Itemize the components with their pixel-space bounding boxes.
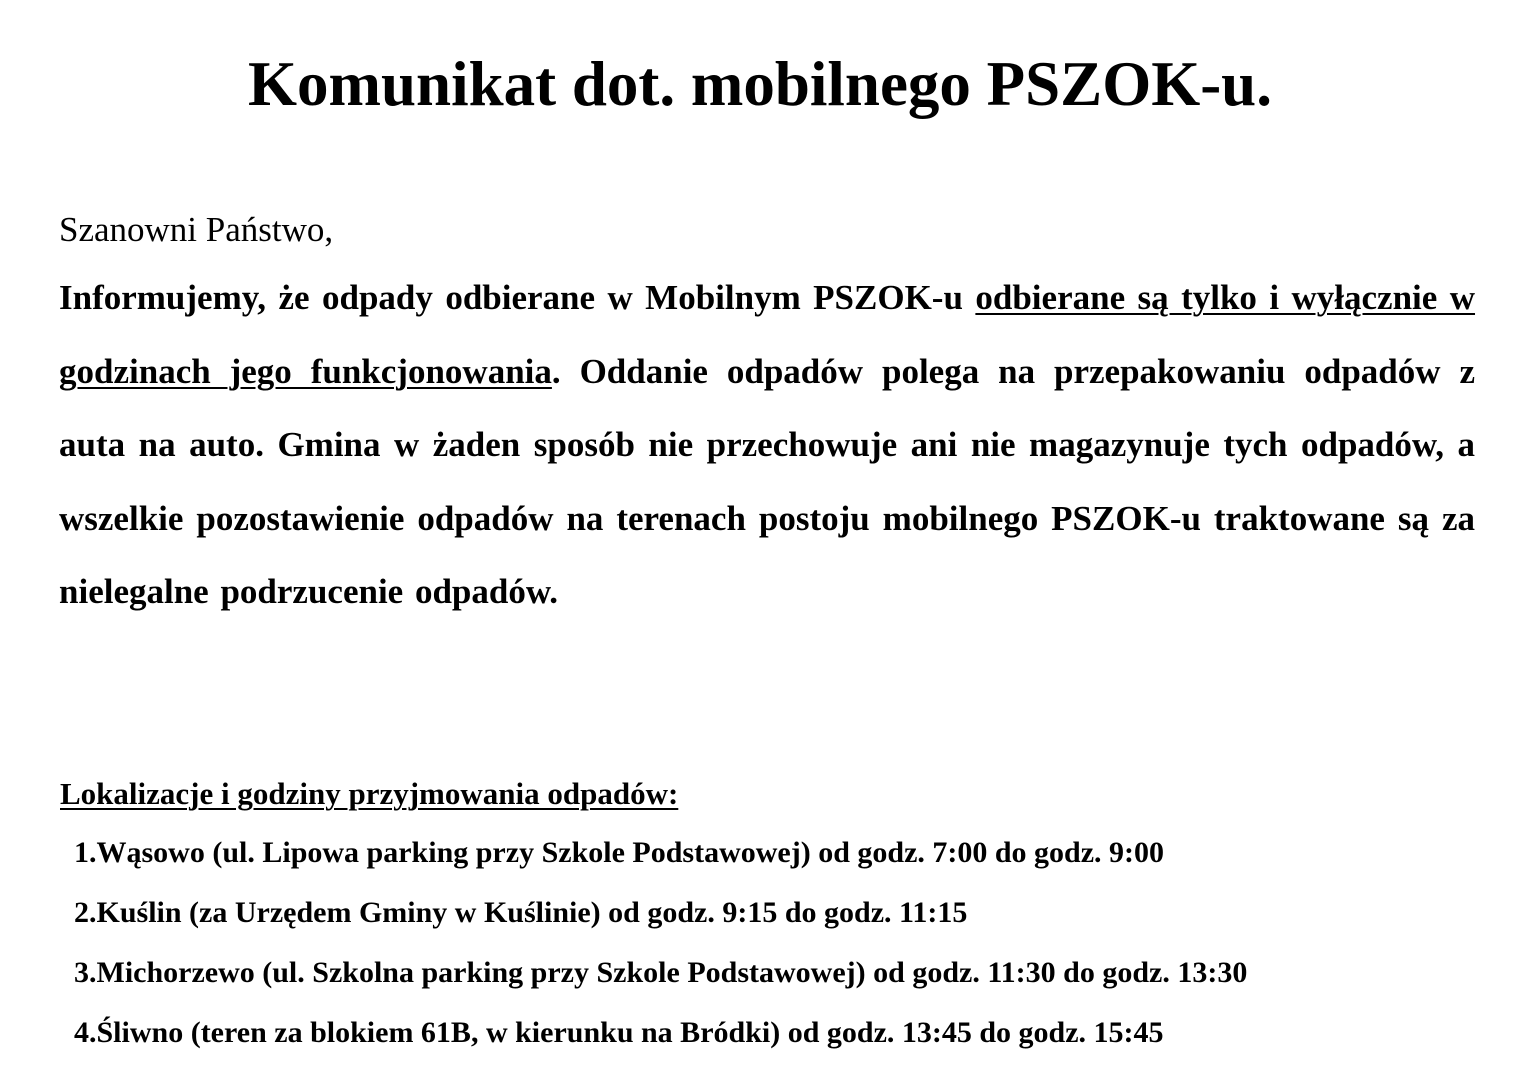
location-item: 1.Wąsowo (ul. Lipowa parking przy Szkole Podstawowej) od godz. 7:00 do godz. 9:00: [74, 836, 1165, 869]
announcement-paragraph: [59, 261, 1475, 629]
greeting: Szanowni Państwo,: [59, 210, 334, 249]
paragraph-underlined-text: odbierane są tylko i wyłącznie w godzinach jego funkcjonowania: [59, 278, 1476, 391]
location-item: 3.Michorzewo (ul. Szkolna parking przy Szkole Podstawowej) od godz. 11:30 do godz. 13:30: [74, 956, 1248, 989]
paragraph-text-rest: . Oddanie odpadów polega na przepakowaniu odpadów z auta na auto. Gmina w żaden sposób nie przechowuje ani nie magazynuje tych odpadów, a wszelkie pozostawienie odpadów na terenach postoju mobilnego PSZOK-u traktowane są za nielegalne podrzucenie odpadów.: [59, 351, 1475, 611]
locations-list: [74, 830, 1494, 1070]
page-title: Komunikat dot. mobilnego PSZOK-u.: [248, 49, 1272, 119]
paragraph-text-intro: Informujemy, że odpady odbierane w Mobilnym PSZOK-u: [59, 278, 976, 317]
locations-heading: Lokalizacje i godziny przyjmowania odpadów:: [60, 776, 679, 811]
location-item: 2.Kuślin (za Urzędem Gminy w Kuślinie) od godz. 9:15 do godz. 11:15: [74, 896, 968, 929]
location-item: 4.Śliwno (teren za blokiem 61B, w kierunku na Bródki) od godz. 13:45 do godz. 15:45: [74, 1016, 1164, 1049]
